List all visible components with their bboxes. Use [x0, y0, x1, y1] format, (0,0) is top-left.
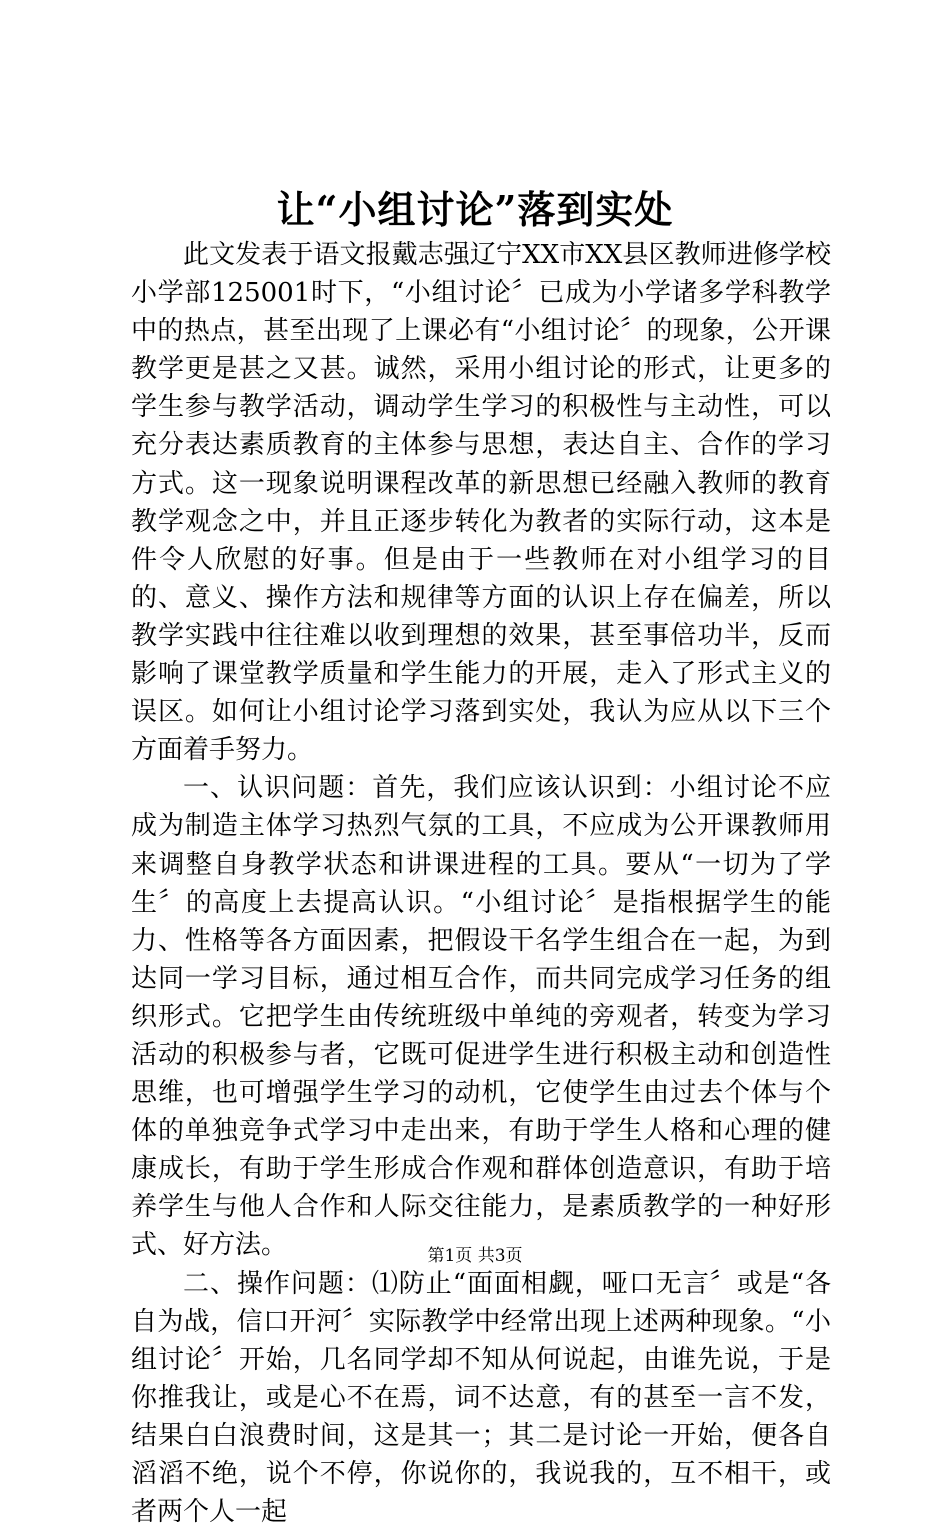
paragraph-intro: 此文发表于语文报戴志强辽宁XX市XX县区教师进修学校小学部125001时下，“小组讨论〞已成为小学诸多学科教学中的热点，甚至出现了上课必有“小组讨论〞的现象，公开课教学更是甚之又甚。诚然，采用小组讨论的形式，让更多的学生参与教学活动，调动学生学习的积极性与主动性，可以充分表达素质教育的主体参与思想，表达自主、合作的学习方式。这一现象说明课程改革的新思想已经融入教师的教育教学观念之中，并且正逐步转化为教者的实际行动，这本是件令人欣慰的好事。但是由于一些教师在对小组学习的目的、意义、操作方法和规律等方面的认识上存在偏差，所以教学实践中往往难以收到理想的效果，甚至事倍功半，反而影响了课堂教学质量和学生能力的开展，走入了形式主义的误区。如何让小组讨论学习落到实处，我认为应从以下三个方面着手努力。 — [131, 240, 831, 766]
document-body — [131, 236, 831, 1531]
page-footer — [0, 1245, 950, 1267]
document-title: 让“小组讨论”落到实处 — [276, 187, 674, 232]
paragraph-recognition: 一、认识问题：首先，我们应该认识到：小组讨论不应成为制造主体学习热烈气氛的工具，不应成为公开课教师用来调整自身教学状态和讲课进程的工具。要从“一切为了学生〞的高度上去提高认识。“小组讨论〞是指根据学生的能力、性格等各方面因素，把假设干名学生组合在一起，为到达同一学习目标，通过相互合作，而共同完成学习任务的组织形式。它把学生由传统班级中单纯的旁观者，转变为学习活动的积极参与者，它既可促进学生进行积极主动和创造性思维，也可增强学生学习的动机，它使学生由过去个体与个体的单独竞争式学习中走出来，有助于学生人格和心理的健康成长，有助于学生形成合作观和群体创造意识，有助于培养学生与他人合作和人际交往能力，是素质教学的一种好形式、好方法。 — [131, 773, 831, 1261]
paragraph-operation: 二、操作问题：⑴防止“面面相觑，哑口无言〞或是“各自为战，信口开河〞实际教学中经常出现上述两种现象。“小组讨论〞开始，几名同学却不知从何说起，由谁先说，于是你推我让，或是心不在焉，词不达意，有的甚至一言不发，结果白白浪费时间，这是其一；其二是讨论一开始，便各自滔滔不绝，说个不停，你说你的，我说我的，互不相干，或者两个人一起 — [131, 1268, 831, 1528]
page-total: 共3页 — [477, 1246, 523, 1266]
page-number: 第1页 — [427, 1246, 473, 1266]
